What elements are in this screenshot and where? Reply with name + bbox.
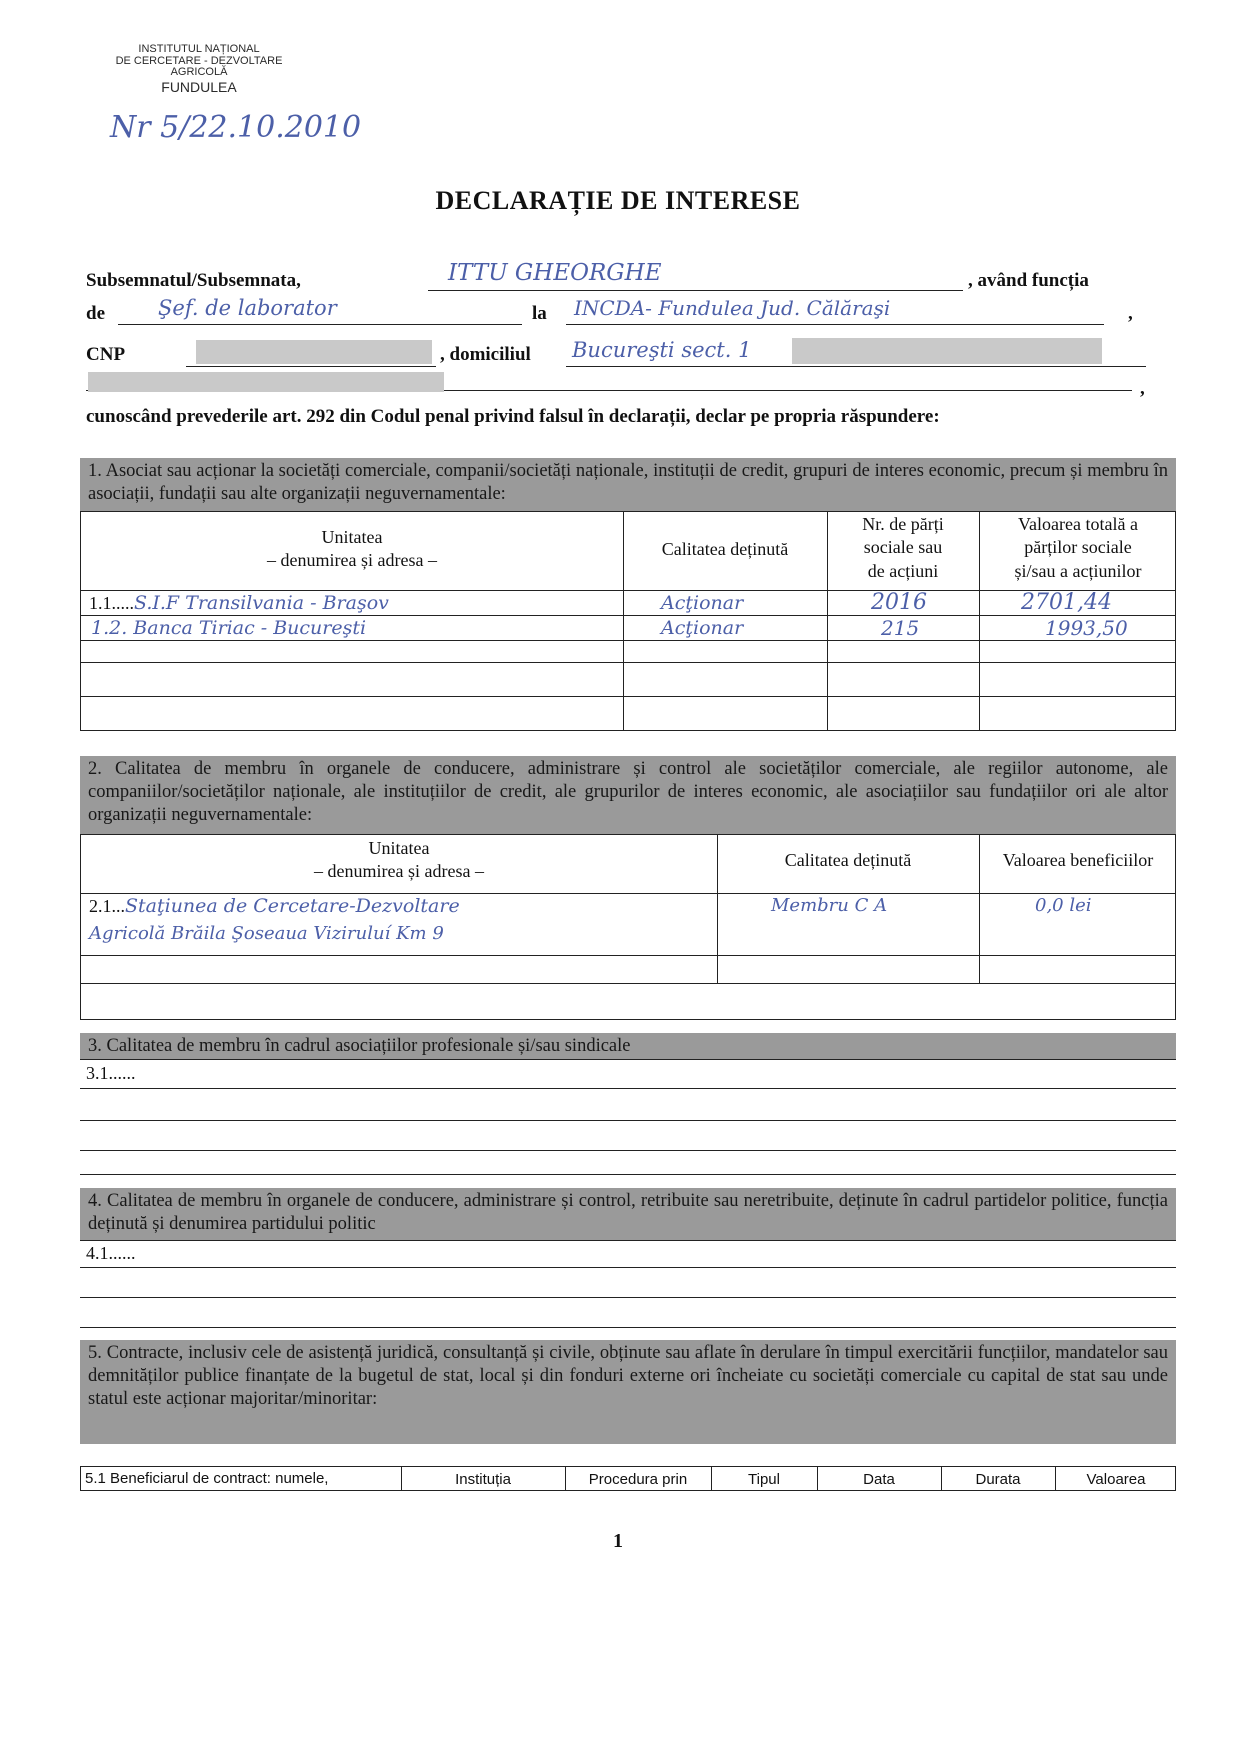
row-count: 215 <box>881 616 920 640</box>
table-row: 3.1...... <box>86 1063 136 1083</box>
col-valoarea-l2: părților sociale <box>1024 537 1132 558</box>
stamp-line-2: DE CERCETARE - DEZVOLTARE <box>115 54 283 67</box>
stamp-line-1: INSTITUTUL NAȚIONAL <box>138 43 260 55</box>
col-nr-parti-l1: Nr. de părți <box>862 514 944 534</box>
col-calitatea: Calitatea deținută <box>661 539 789 559</box>
table-row: 4.1...... <box>86 1243 136 1263</box>
section-2-heading: 2. Calitatea de membru în organele de conducere, administrare și control ale societăților comerciale, ale regiilor autonome, ale companiilor/societăților naționale, ale instituțiilor de credit, ale grupurilor de interes economic, ale asociațiilor sau fundațiilor ori ale altor organizații neguvernamentale: <box>80 756 1176 834</box>
col-beneficiar: 5.1 Beneficiarul de contract: numele, <box>85 1470 329 1487</box>
col-unitatea-l1: Unitatea <box>321 527 383 547</box>
row-prefix: 2.1... <box>89 896 125 916</box>
section-2-table <box>80 834 1176 1020</box>
comma-2: , <box>1140 378 1145 399</box>
name-line <box>428 260 963 291</box>
row-value: 0,0 lei <box>1035 895 1092 916</box>
table-row: 1.2. Banca Tiriac - Bucureşti <box>91 617 367 639</box>
col-nr-parti <box>827 513 979 583</box>
row-value: 2701,44 <box>1021 590 1112 615</box>
page-number: 1 <box>613 1530 623 1552</box>
address-redaction <box>792 338 1102 364</box>
institution-value: INCDA- Fundulea Jud. Călăraşi <box>574 296 891 320</box>
stamp-line-4: FUNDULEA <box>161 78 237 95</box>
col-unitatea <box>81 837 717 884</box>
col-valoarea-l3: și/sau a acțiunilor <box>1014 560 1142 581</box>
comma-1: , <box>1128 303 1133 324</box>
cnp-redaction <box>196 340 432 364</box>
col-valoarea <box>979 513 1177 583</box>
stamp-line-3: AGRICOLĂ <box>170 66 228 79</box>
col-unitatea <box>81 526 623 573</box>
row-role: Membru C A <box>771 895 888 916</box>
table-row <box>89 895 460 917</box>
avand-functia-label: , având funcția <box>968 270 1089 291</box>
cnp-label: CNP <box>86 344 126 365</box>
col-valoarea-beneficiilor: Valoarea beneficiilor <box>1002 850 1154 870</box>
col-nr-parti-l3: de acțiuni <box>867 560 939 581</box>
section-1-table <box>80 511 1176 731</box>
col-data: Data <box>863 1471 895 1488</box>
row-prefix: 1.1..... <box>89 593 134 613</box>
col-procedura: Procedura prin <box>588 1471 688 1488</box>
table-row <box>89 592 619 614</box>
section-5-table <box>80 1466 1176 1491</box>
row-role: Acţionar <box>661 617 744 639</box>
declaration-text: cunoscând prevederile art. 292 din Codul penal privind falsul în declarații, declar pe propria răspundere: <box>86 406 940 427</box>
de-label: de <box>86 303 105 324</box>
domiciliul-label: , domiciliul <box>440 344 531 365</box>
row-value: 1993,50 <box>1045 616 1128 640</box>
col-institutia: Instituția <box>455 1471 511 1488</box>
section-4-heading: 4. Calitatea de membru în organele de conducere, administrare și control, retribuite sau neretribuite, deținute în cadrul partidelor politice, funcția deținută și denumirea partidului politic <box>80 1188 1176 1240</box>
row-unit-line-2: Agricolă Brăila Şoseaua Viziruluí Km 9 <box>89 923 444 944</box>
institution-line <box>566 298 1104 325</box>
la-label: la <box>532 303 547 324</box>
col-calitatea: Calitatea deținută <box>784 850 912 870</box>
section-5-heading: 5. Contracte, inclusiv cele de asistență juridică, consultanță și civile, obținute sau aflate în derulare în timpul exercitării funcțiilor, mandatelor sau demnităților publice finanțate de la bugetul de stat, local și din fonduri externe ori încheiate cu societăți comerciale cu capital de stat sau unde statul este acționar majoritar/minoritar: <box>80 1340 1176 1444</box>
subsemnatul-label: Subsemnatul/Subsemnata, <box>86 270 301 291</box>
address-redaction-2 <box>88 372 444 392</box>
function-value: Şef. de laborator <box>158 296 337 320</box>
name-value: ITTU GHEORGHE <box>448 260 662 286</box>
registration-number: Nr 5/22.10.2010 <box>110 110 362 145</box>
col-valoarea: Valoarea <box>1086 1471 1146 1488</box>
section-3-table <box>80 1059 1176 1175</box>
row-count: 2016 <box>871 590 927 615</box>
document-title: DECLARAȚIE DE INTERESE <box>435 186 801 215</box>
address-value: Bucureşti sect. 1 <box>572 338 752 362</box>
function-line <box>118 298 522 325</box>
col-unitatea-l2: – denumirea și adresa – <box>314 861 484 882</box>
section-4-table <box>80 1240 1176 1328</box>
institution-stamp <box>94 44 304 94</box>
col-valoarea-l1: Valoarea totală a <box>1018 514 1138 534</box>
col-unitatea-l2: – denumirea și adresa – <box>267 550 437 571</box>
col-nr-parti-l2: sociale sau <box>863 537 943 558</box>
section-3-heading: 3. Calitatea de membru în cadrul asociațiilor profesionale și/sau sindicale <box>80 1033 1176 1059</box>
col-tipul: Tipul <box>748 1471 780 1488</box>
row-role: Acţionar <box>661 592 744 614</box>
row-unit: Staţiunea de Cercetare-Dezvoltare <box>125 895 460 917</box>
col-unitatea-l1: Unitatea <box>368 838 430 858</box>
row-unit: S.I.F Transilvania - Braşov <box>134 592 389 614</box>
section-1-heading: 1. Asociat sau acționar la societăți comerciale, companii/societăți naționale, instituții de credit, grupuri de interes economic, precum și membru în asociații, fundații sau alte organizații neguvernamentale: <box>80 458 1176 511</box>
col-durata: Durata <box>975 1471 1021 1488</box>
